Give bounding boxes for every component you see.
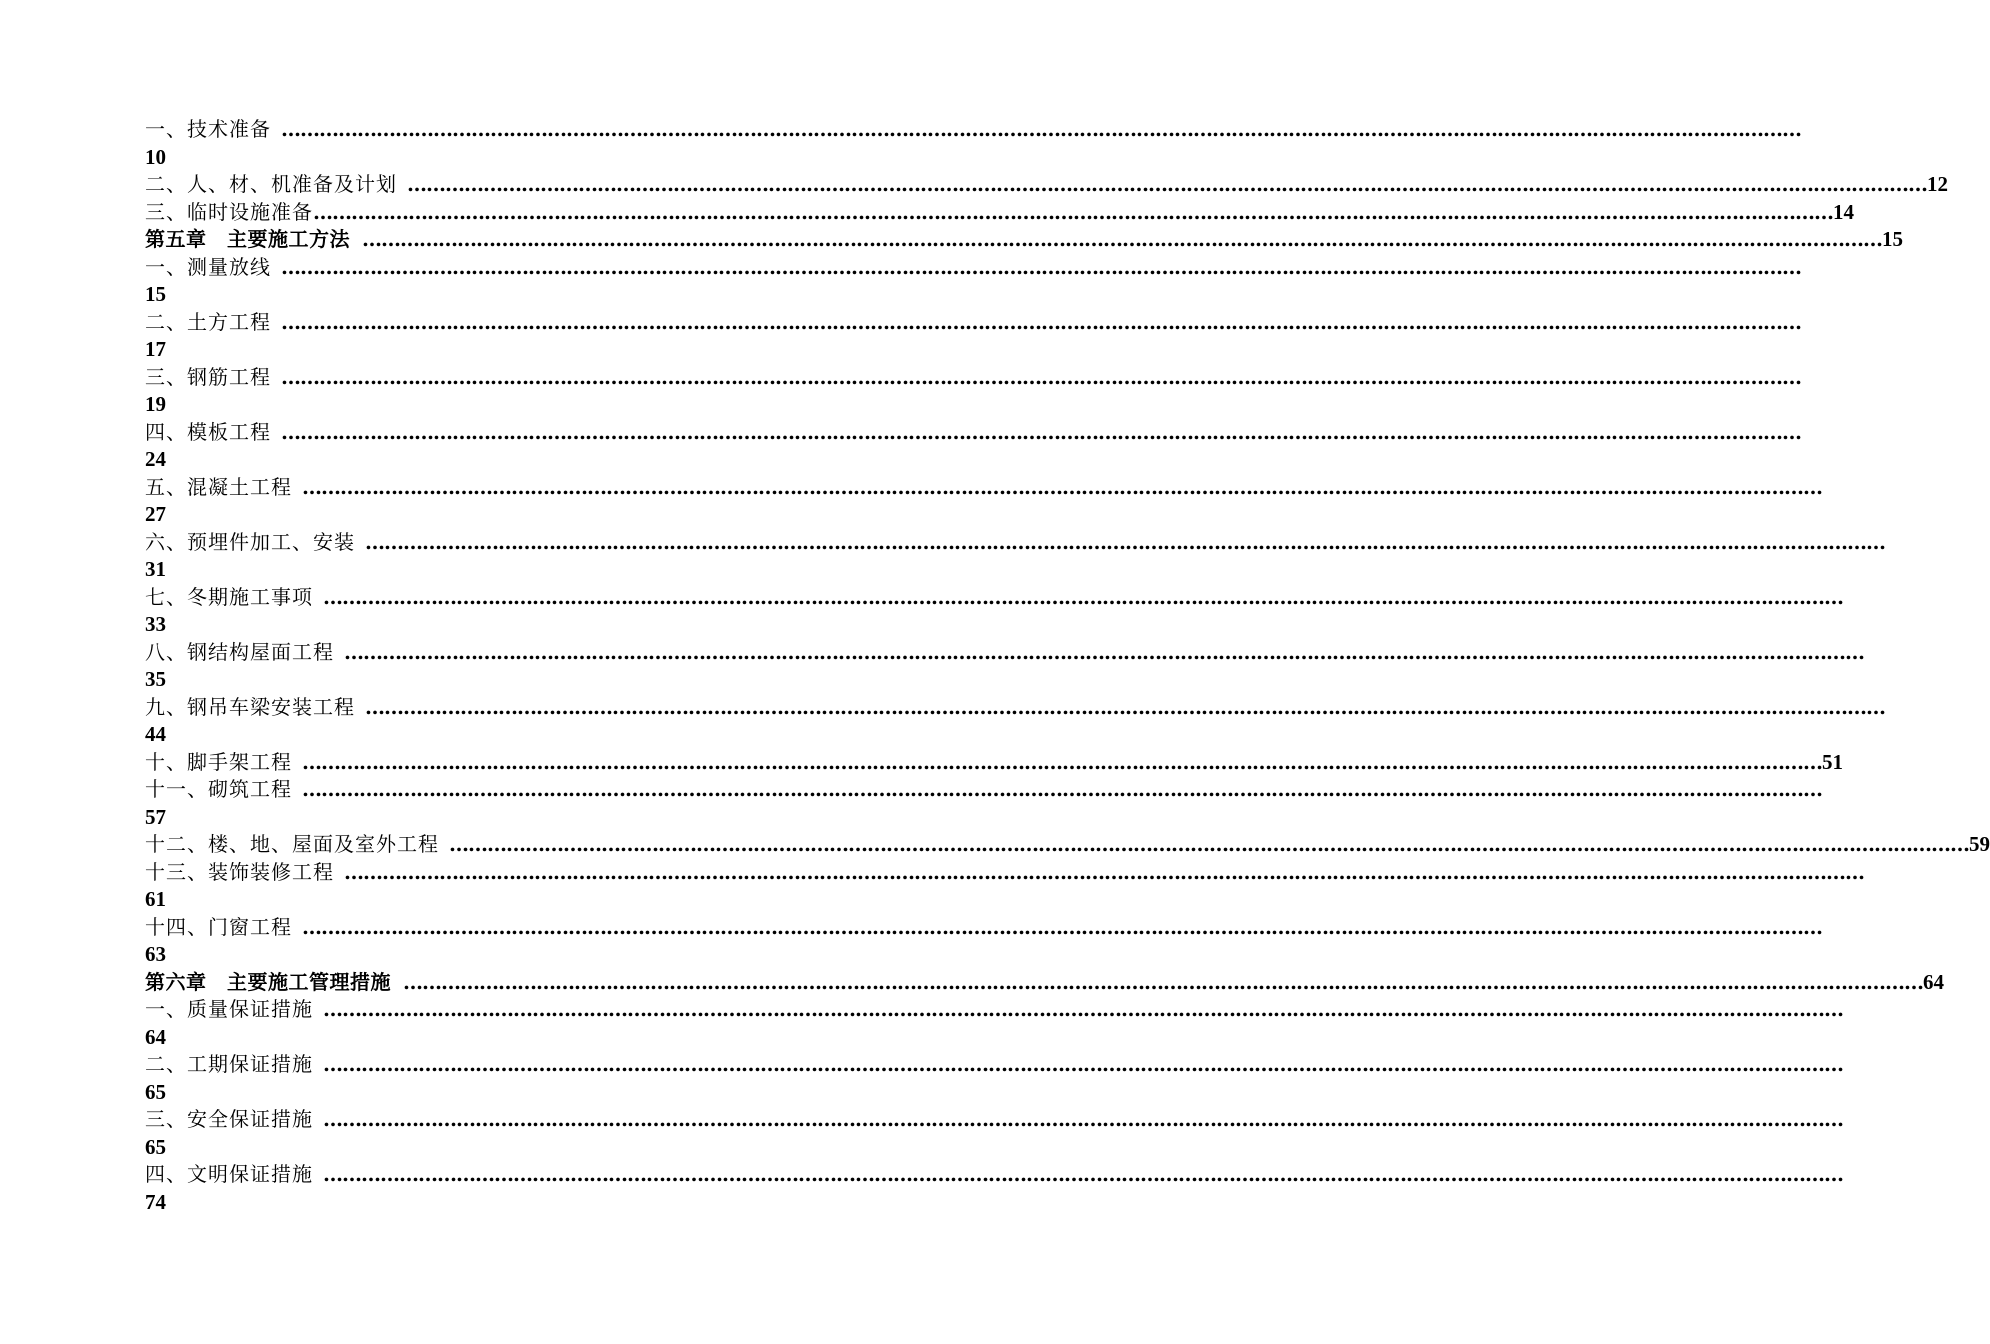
- toc-page-number: 57: [145, 804, 166, 829]
- toc-dot-leader: ……………………………………………………………………………………………………………………………………………………………………………………………………………………: [323, 1107, 1843, 1131]
- toc-entry: [145, 1106, 1843, 1161]
- toc-entry-line: [145, 969, 1944, 997]
- toc-entry-title: 十三、装饰装修工程: [145, 859, 334, 884]
- toc-entry-title: 九、钢吊车梁安装工程: [145, 694, 355, 719]
- toc-page-number: 31: [145, 557, 166, 581]
- toc-dot-leader: ……………………………………………………………………………………………………………………………………………………………………………………………………………………: [362, 227, 1882, 251]
- toc-dot-leader: ……………………………………………………………………………………………………………………………………………………………………………………………………………………: [323, 997, 1843, 1021]
- toc-entry: [145, 639, 1864, 694]
- toc-entry-title: 四、文明保证措施: [145, 1162, 313, 1186]
- toc-entry-title: 八、钢结构屋面工程: [145, 639, 334, 664]
- toc-entry-title: 二、土方工程: [145, 309, 271, 334]
- toc-entry-title: 十二、楼、地、屋面及室外工程: [145, 832, 439, 856]
- toc-dot-leader: ……………………………………………………………………………………………………………………………………………………………………………………………………………………: [344, 639, 1864, 664]
- toc-entry-line: [145, 171, 1948, 199]
- toc-page-number: 27: [145, 502, 166, 526]
- toc-dot-leader: ……………………………………………………………………………………………………………………………………………………………………………………………………………………: [403, 969, 1923, 994]
- toc-entry: [145, 309, 1801, 364]
- toc-entry-line: [145, 584, 1843, 612]
- toc-entry-line: [145, 749, 1843, 777]
- toc-dot-leader: ……………………………………………………………………………………………………………………………………………………………………………………………………………………: [449, 832, 1969, 856]
- toc-dot-leader: ……………………………………………………………………………………………………………………………………………………………………………………………………………………: [281, 364, 1801, 389]
- toc-entry-line: [145, 1161, 1843, 1189]
- toc-entry-title: 二、人、材、机准备及计划: [145, 172, 397, 196]
- toc-chapter-entry: [145, 969, 1944, 997]
- toc-dot-leader: ……………………………………………………………………………………………………………………………………………………………………………………………………………………: [281, 419, 1801, 444]
- toc-entry-title: 四、模板工程: [145, 419, 271, 444]
- toc-entry-line: [145, 199, 1854, 227]
- toc-dot-leader: ……………………………………………………………………………………………………………………………………………………………………………………………………………………: [302, 914, 1822, 939]
- toc-page-number: 10: [145, 144, 166, 169]
- toc-dot-leader: ……………………………………………………………………………………………………………………………………………………………………………………………………………………: [323, 1052, 1843, 1076]
- toc-entry: [145, 254, 1801, 309]
- toc-entry: [145, 529, 1885, 584]
- toc-dot-leader: ……………………………………………………………………………………………………………………………………………………………………………………………………………………: [344, 859, 1864, 884]
- toc-page-number: 15: [1882, 227, 1903, 251]
- toc-entry: [145, 914, 1822, 969]
- toc-page-number: 24: [145, 447, 166, 471]
- toc-entry: [145, 199, 1854, 227]
- toc-entry-title: 十四、门窗工程: [145, 914, 292, 939]
- toc-entry-line: [145, 474, 1822, 502]
- toc-entry-line: [145, 859, 1864, 887]
- toc-page-number: 33: [145, 612, 166, 636]
- toc-page-number: 63: [145, 942, 166, 966]
- toc-page-number: 15: [145, 282, 166, 306]
- toc-entry-title: 一、技术准备: [145, 117, 271, 141]
- toc-entry-title: 三、钢筋工程: [145, 364, 271, 389]
- toc-page-number: 17: [145, 337, 166, 361]
- toc-entry-line: [145, 529, 1885, 557]
- toc-entry-line: [145, 116, 1801, 144]
- toc-entry-line: [145, 364, 1801, 392]
- toc-page-number: 64: [1923, 969, 1944, 994]
- toc-entry-line: [145, 914, 1822, 942]
- toc-entry-title: 七、冬期施工事项: [145, 584, 313, 609]
- toc-entry: [145, 996, 1843, 1051]
- toc-page-number: 61: [145, 887, 166, 911]
- toc-entry: [145, 1051, 1843, 1106]
- toc-entry: [145, 859, 1864, 914]
- toc-page-number: 51: [1822, 749, 1843, 774]
- toc-entry-line: [145, 639, 1864, 667]
- toc-entry-line: [145, 1106, 1843, 1134]
- toc-entry: [145, 474, 1822, 529]
- toc-entry-title: 十、脚手架工程: [145, 749, 292, 774]
- toc-entry: [145, 171, 1948, 199]
- toc-page-number: 14: [1833, 199, 1854, 224]
- toc-entry-title: 五、混凝土工程: [145, 474, 292, 499]
- toc-entry: [145, 584, 1843, 639]
- toc-dot-leader: ……………………………………………………………………………………………………………………………………………………………………………………………………………………: [281, 309, 1801, 334]
- toc-entry: [145, 364, 1801, 419]
- toc-dot-leader: ……………………………………………………………………………………………………………………………………………………………………………………………………………………: [302, 777, 1822, 801]
- toc-chapter-entry: [145, 226, 1903, 254]
- toc-dot-leader: ……………………………………………………………………………………………………………………………………………………………………………………………………………………: [407, 172, 1927, 196]
- toc-entry-title: 三、临时设施准备: [145, 199, 313, 224]
- toc-entry: [145, 831, 1990, 859]
- toc-page-number: 65: [145, 1134, 166, 1159]
- toc-dot-leader: ……………………………………………………………………………………………………………………………………………………………………………………………………………………: [302, 474, 1822, 499]
- toc-dot-leader: ……………………………………………………………………………………………………………………………………………………………………………………………………………………: [313, 199, 1833, 224]
- toc-dot-leader: ……………………………………………………………………………………………………………………………………………………………………………………………………………………: [302, 749, 1822, 774]
- toc-page-number: 64: [145, 1024, 166, 1049]
- toc-entry-line: [145, 1051, 1843, 1079]
- toc-entry-title: 第六章 主要施工管理措施: [145, 969, 391, 994]
- toc-dot-leader: ……………………………………………………………………………………………………………………………………………………………………………………………………………………: [323, 1162, 1843, 1186]
- toc-entry: [145, 694, 1885, 749]
- toc-entry-title: 十一、砌筑工程: [145, 777, 292, 801]
- toc-entry: [145, 116, 1801, 171]
- toc-dot-leader: ……………………………………………………………………………………………………………………………………………………………………………………………………………………: [365, 694, 1885, 719]
- toc-entry: [145, 1161, 1843, 1216]
- toc-page-number: 35: [145, 667, 166, 691]
- toc-entry-line: [145, 309, 1801, 337]
- toc-entry-title: 一、测量放线: [145, 254, 271, 279]
- toc-entry: [145, 749, 1843, 777]
- toc-dot-leader: ……………………………………………………………………………………………………………………………………………………………………………………………………………………: [365, 529, 1885, 554]
- toc-page-number: 65: [145, 1079, 166, 1104]
- toc-page-number: 74: [145, 1189, 166, 1214]
- toc-entry-title: 第五章 主要施工方法: [145, 227, 350, 251]
- toc-entry-title: 二、工期保证措施: [145, 1052, 313, 1076]
- toc-entry-line: [145, 776, 1822, 804]
- toc-page-number: 44: [145, 722, 166, 746]
- toc-entry-line: [145, 996, 1843, 1024]
- toc-page-number: 12: [1927, 172, 1948, 196]
- toc-entry-line: [145, 419, 1801, 447]
- toc-entry-line: [145, 694, 1885, 722]
- toc-dot-leader: ……………………………………………………………………………………………………………………………………………………………………………………………………………………: [323, 584, 1843, 609]
- toc-dot-leader: ……………………………………………………………………………………………………………………………………………………………………………………………………………………: [281, 254, 1801, 279]
- toc-entry-title: 三、安全保证措施: [145, 1107, 313, 1131]
- toc-entry-line: [145, 831, 1990, 859]
- toc-entry: [145, 419, 1801, 474]
- toc-dot-leader: ……………………………………………………………………………………………………………………………………………………………………………………………………………………: [281, 117, 1801, 141]
- toc-page-number: 19: [145, 392, 166, 416]
- toc-entry-line: [145, 254, 1801, 282]
- toc-entry-title: 一、质量保证措施: [145, 997, 313, 1021]
- toc-page-number: 59: [1969, 832, 1990, 856]
- toc-entry-line: [145, 226, 1903, 254]
- toc-entry: [145, 776, 1822, 831]
- table-of-contents: [145, 116, 1990, 1216]
- toc-entry-title: 六、预埋件加工、安装: [145, 529, 355, 554]
